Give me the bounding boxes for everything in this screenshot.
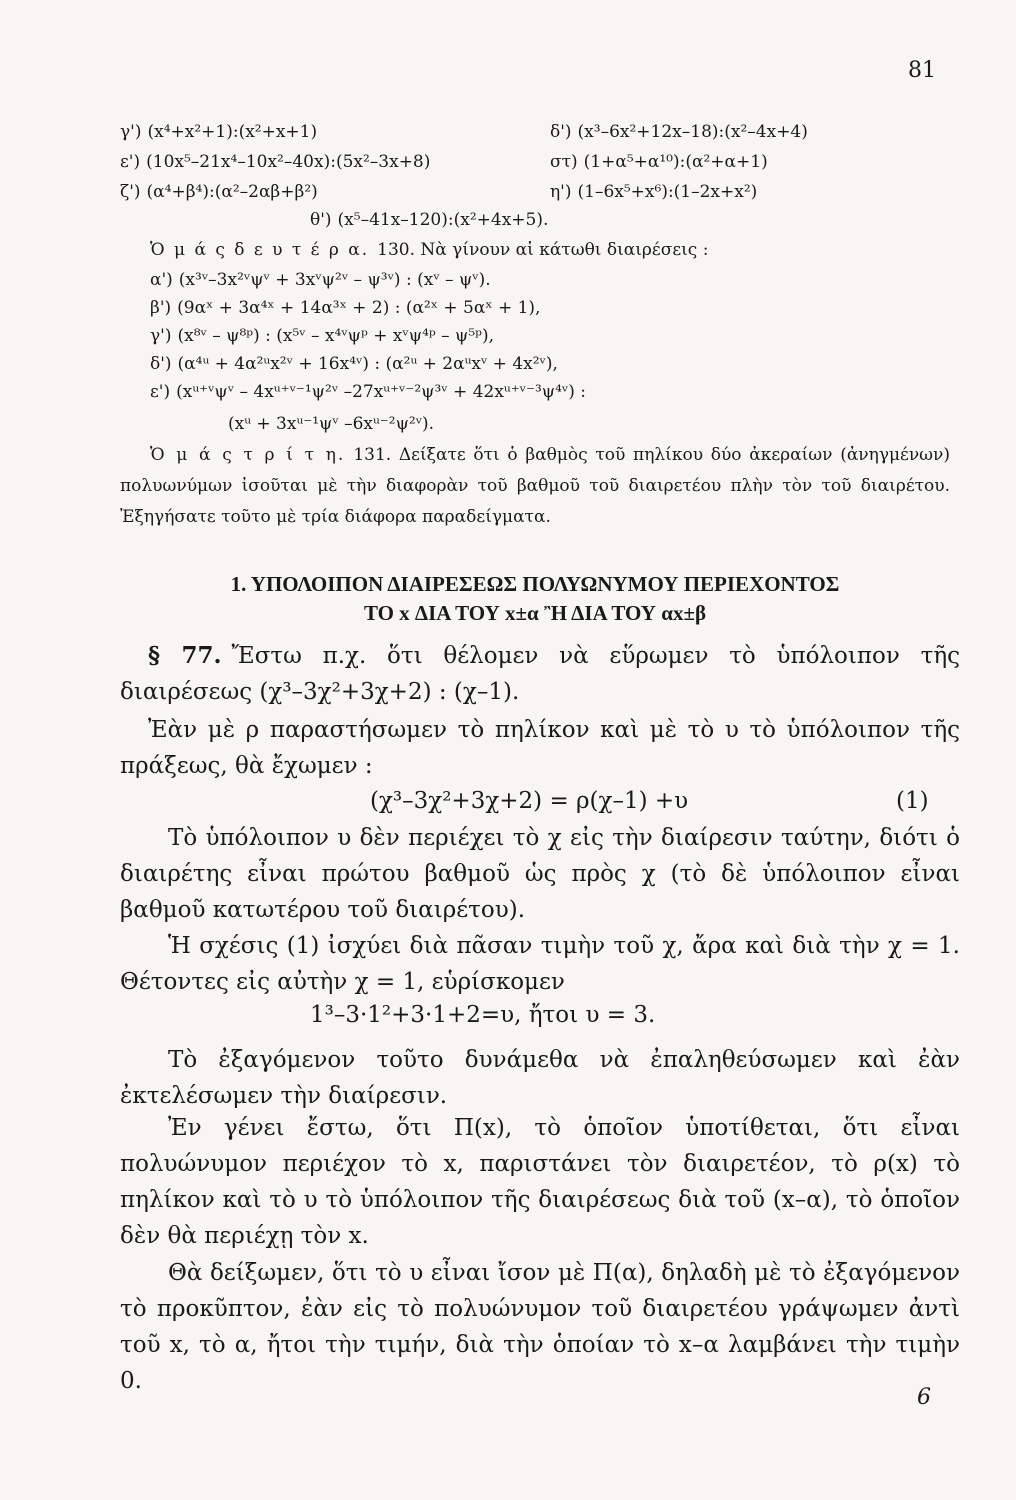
exercise-label: ε') (120, 152, 141, 172)
body-paragraph-5: Τὸ ἐξαγόμενον τοῦτο δυνάμεθα νὰ ἐπαληθεύσωμεν καὶ ἐὰν ἐκτελέσωμεν τὴν διαίρεσιν. (120, 1047, 960, 1109)
exercise-expr: (x³–6x²+12x–18):(x²–4x+4) (577, 122, 808, 142)
group-two-item (150, 270, 491, 290)
section-title-line1: 1. ΥΠΟΛΟΙΠΟΝ ΔΙΑΙΡΕΣΕΩΣ ΠΟΛΥΩΝΥΜΟΥ ΠΕΡΙΕΧΟΝΤΟΣ (230, 572, 840, 596)
exercise-expr: (1+α⁵+α¹⁰):(α²+α+1) (583, 152, 768, 172)
item-label: ε') (150, 382, 171, 402)
body-paragraph-1 (120, 638, 960, 710)
exercise-item (550, 152, 768, 172)
group-three-heading: Ὁ μ ά ς τ ρ ί τ η. (150, 445, 346, 465)
item-expr: (xᵘ⁺ᵛψᵛ – 4xᵘ⁺ᵛ⁻¹ψ²ᵛ –27xᵘ⁺ᵛ⁻²ψ³ᵛ + 42xᵘ⁺ᵛ⁻³ψ⁴ᵛ) : (176, 382, 587, 402)
exercise-expr: (x⁴+x²+1):(x²+x+1) (147, 122, 318, 142)
exercise-expr: (1–6x⁵+x⁶):(1–2x+x²) (577, 182, 758, 202)
group-three-text: 131. Δείξατε ὅτι ὁ βαθμὸς τοῦ πηλίκου δύο ἀκεραίων (ἀνηγμένων) πολυωνύμων ἰσοῦται μὲ τὴν διαφορὰν τοῦ βαθμοῦ τοῦ διαιρετέου πλὴν τὸν τοῦ διαιρέτου. Ἐξηγήσατε τοῦτο μὲ τρία διάφορα παραδείγματα. (120, 445, 950, 527)
item-label: γ') (150, 326, 172, 346)
body-paragraph-7: Θὰ δείξωμεν, ὅτι τὸ υ εἶναι ἴσον μὲ Π(α), δηλαδὴ μὲ τὸ ἐξαγόμενον τὸ προκῦπτον, ἐὰν εἰς τὸ πολυώνυμον τοῦ διαιρετέου γράψωμεν ἀντὶ τοῦ x, τὸ α, ἤτοι τὴν τιμήν, διὰ τὴν ὁποίαν τὸ x–α λαμβάνει τὴν τιμὴν 0. (120, 1260, 960, 1394)
item-expr: (x⁸ᵛ – ψ⁸ᵖ) : (x⁵ᵛ – x⁴ᵛψᵖ + xᵛψ⁴ᵖ – ψ⁵ᵖ), (177, 326, 495, 346)
item-expr: (xᵘ + 3xᵘ⁻¹ψᵛ –6xᵘ⁻²ψ²ᵛ). (228, 414, 435, 434)
body-paragraph-2: Ἐὰν μὲ ρ παραστήσωμεν τὸ πηλίκον καὶ μὲ τὸ υ τὸ ὑπόλοιπον τῆς πράξεως, θὰ ἔχωμεν : (120, 717, 960, 779)
item-expr: (x³ᵛ–3x²ᵛψᵛ + 3xᵛψ²ᵛ – ψ³ᵛ) : (xᵛ – ψᵛ). (178, 270, 491, 290)
item-label: β') (150, 298, 172, 318)
exercise-item (120, 152, 430, 172)
item-label: δ') (150, 354, 172, 374)
group-two-intro (150, 240, 708, 260)
group-two-text: 130. Νὰ γίνουν αἱ κάτωθι διαιρέσεις : (377, 240, 709, 260)
group-three-paragraph (120, 440, 950, 533)
signature-mark: 6 (917, 1385, 931, 1410)
section-title (120, 570, 950, 628)
exercise-item (310, 210, 548, 230)
exercise-label: η') (550, 182, 572, 202)
group-two-item (150, 382, 586, 402)
page-number: 81 (908, 58, 936, 83)
section-title-line2: ΤΟ x ΔΙΑ ΤΟΥ x±α Ἢ ΔΙΑ ΤΟΥ αx±β (363, 601, 707, 625)
group-two-heading: Ὁ μ ά ς δ ε υ τ έ ρ α. (150, 240, 370, 260)
item-expr: (9αˣ + 3α⁴ˣ + 14α³ˣ + 2) : (α²ˣ + 5αˣ + 1), (177, 298, 541, 318)
exercise-item (120, 122, 317, 142)
exercise-item (550, 122, 808, 142)
section-number: § 77. (148, 642, 222, 669)
exercise-expr: (10x⁵–21x⁴–10x²–40x):(5x²–3x+8) (146, 152, 431, 172)
group-two-item (150, 298, 540, 318)
equation-2: 1³–3·1²+3·1+2=υ, ἤτοι υ = 3. (310, 1002, 656, 1028)
body-paragraph-3: Τὸ ὑπόλοιπον υ δὲν περιέχει τὸ χ εἰς τὴν διαίρεσιν ταύτην, διότι ὁ διαιρέτης εἶναι πρώτου βαθμοῦ ὡς πρὸς χ (τὸ δὲ ὑπόλοιπον εἶναι βαθμοῦ κατωτέρου τοῦ διαιρέτου). (120, 825, 960, 923)
exercise-label: γ') (120, 122, 142, 142)
exercise-label: δ') (550, 122, 572, 142)
body-paragraph-4: Ἡ σχέσις (1) ἰσχύει διὰ πᾶσαν τιμὴν τοῦ χ, ἄρα καὶ διὰ τὴν χ = 1. Θέτοντες εἰς αὐτὴν χ = 1, εὑρίσκομεν (120, 933, 960, 995)
group-two-item (150, 326, 494, 346)
item-label: α') (150, 270, 173, 290)
exercise-label: θ') (310, 210, 332, 230)
exercise-label: στ) (550, 152, 578, 172)
equation-1: (χ³–3χ²+3χ+2) = ρ(χ–1) +υ (370, 788, 689, 814)
exercise-expr: (α⁴+β⁴):(α²–2αβ+β²) (146, 182, 318, 202)
item-expr: (α⁴ᵘ + 4α²ᵘx²ᵛ + 16x⁴ᵛ) : (α²ᵘ + 2αᵘxᵛ + 4x²ᵛ), (177, 354, 558, 374)
exercise-expr: (x⁵–41x–120):(x²+4x+5). (337, 210, 549, 230)
exercise-label: ζ') (120, 182, 141, 202)
exercise-item (120, 182, 318, 202)
exercise-item (550, 182, 757, 202)
equation-1-tag: (1) (896, 788, 929, 814)
group-two-item (150, 354, 558, 374)
group-two-item (228, 414, 434, 434)
body-paragraph-6: Ἐν γένει ἔστω, ὅτι Π(x), τὸ ὁποῖον ὑποτίθεται, ὅτι εἶναι πολυώνυμον περιέχον τὸ x, παριστάνει τὸν διαιρετέον, τὸ ρ(x) τὸ πηλίκον καὶ τὸ υ τὸ ὑπόλοιπον τῆς διαιρέσεως διὰ τοῦ (x–α), τὸ ὁποῖον δὲν θὰ περιέχῃ τὸν x. (120, 1115, 960, 1249)
body-text: Ἔστω π.χ. ὅτι θέλομεν νὰ εὕρωμεν τὸ ὑπόλοιπον τῆς διαιρέσεως (χ³–3χ²+3χ+2) : (χ–1). (120, 643, 960, 705)
